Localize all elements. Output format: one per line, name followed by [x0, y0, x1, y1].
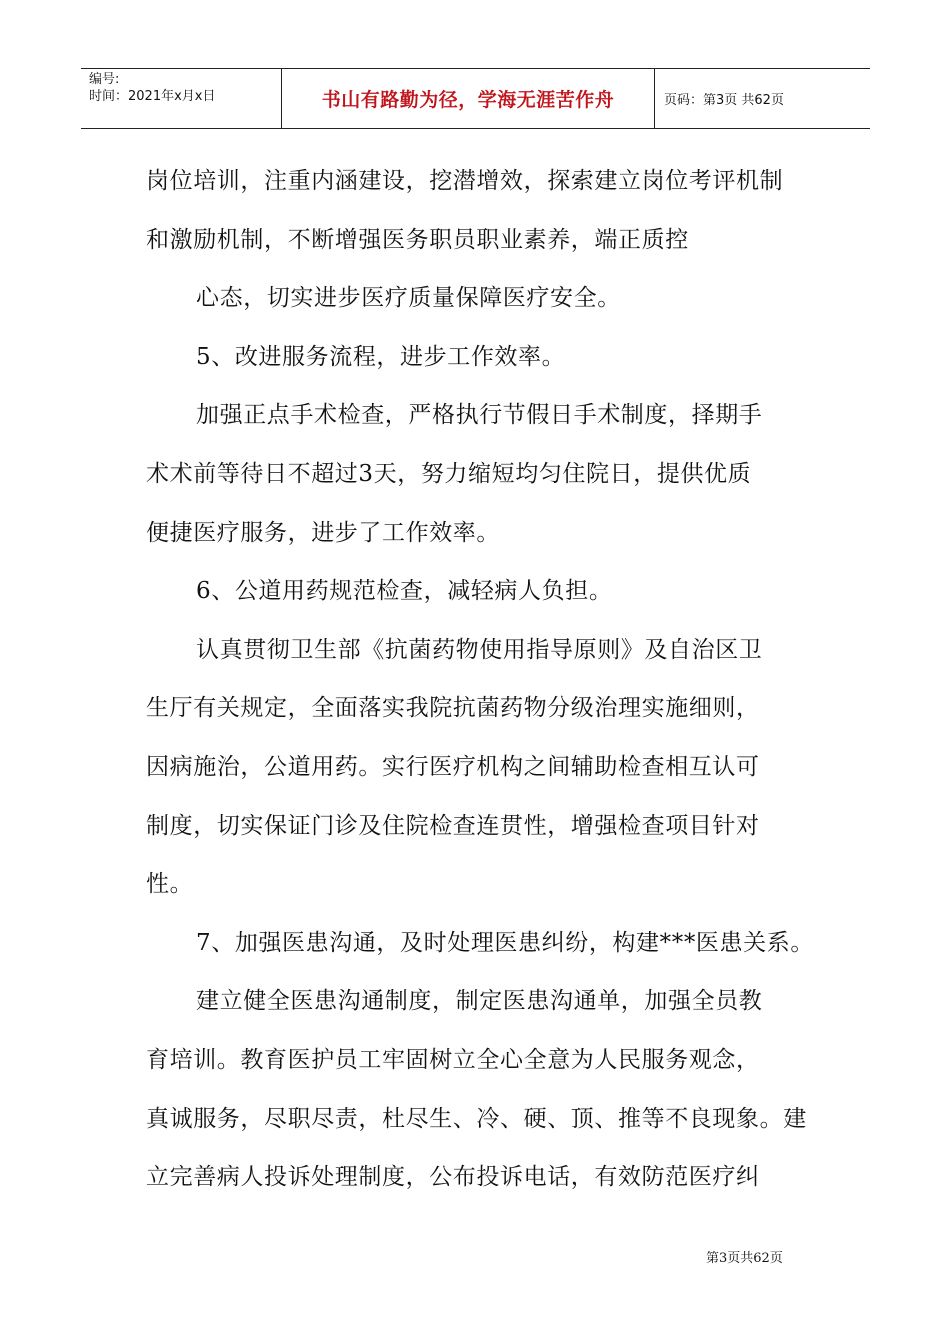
- page-header: [81, 68, 870, 129]
- body-line: 心态，切实进步医疗质量保障医疗安全。: [196, 285, 621, 312]
- body-line: 和激励机制，不断增强医务职员职业素养，端正质控: [146, 226, 689, 253]
- body-line: 便捷医疗服务，进步了工作效率。: [146, 519, 500, 546]
- body-line: 加强正点手术检查，严格执行节假日手术制度，择期手: [196, 402, 763, 429]
- body-line: 术术前等待日不超过3天，努力缩短均匀住院日，提供优质: [146, 460, 752, 487]
- section-heading: 6、公道用药规范检查，减轻病人负担。: [196, 578, 613, 605]
- header-meta: [81, 69, 282, 128]
- body-line: 建立健全医患沟通制度，制定医患沟通单，加强全员教: [196, 988, 763, 1015]
- body-line: 育培训。教育医护员工牢固树立全心全意为人民服务观念，: [146, 1046, 760, 1073]
- body-line: 生厅有关规定，全面落实我院抗菌药物分级治理实施细则，: [146, 695, 760, 722]
- document-time-label: 时间：2021年x月x日: [89, 89, 216, 104]
- body-line: 因病施治，公道用药。实行医疗机构之间辅助检查相互认可: [146, 753, 760, 780]
- document-number-label: 编号:: [89, 72, 120, 87]
- header-page-info: 页码：第3页 共62页: [664, 93, 784, 108]
- document-body: [146, 152, 826, 1207]
- section-heading: 5、改进服务流程，进步工作效率。: [196, 343, 566, 370]
- header-motto: 书山有路勤为径，学海无涯苦作舟: [282, 69, 655, 128]
- body-line: 岗位培训，注重内涵建设，挖潜增效，探索建立岗位考评机制: [146, 168, 784, 194]
- page-footer: 第3页共62页: [706, 1251, 783, 1266]
- body-line: 制度，切实保证门诊及住院检查连贯性，增强检查项目针对: [146, 812, 760, 839]
- body-line: 性。: [146, 871, 194, 898]
- body-line: 真诚服务，尽职尽责，杜尽生、冷、硬、顶、推等不良现象。建: [146, 1105, 807, 1132]
- body-line: 认真贯彻卫生部《抗菌药物使用指导原则》及自治区卫: [196, 636, 763, 663]
- body-line: 立完善病人投诉处理制度，公布投诉电话，有效防范医疗纠: [146, 1164, 760, 1191]
- section-heading: 7、加强医患沟通，及时处理医患纠纷，构建***医患关系。: [196, 929, 814, 956]
